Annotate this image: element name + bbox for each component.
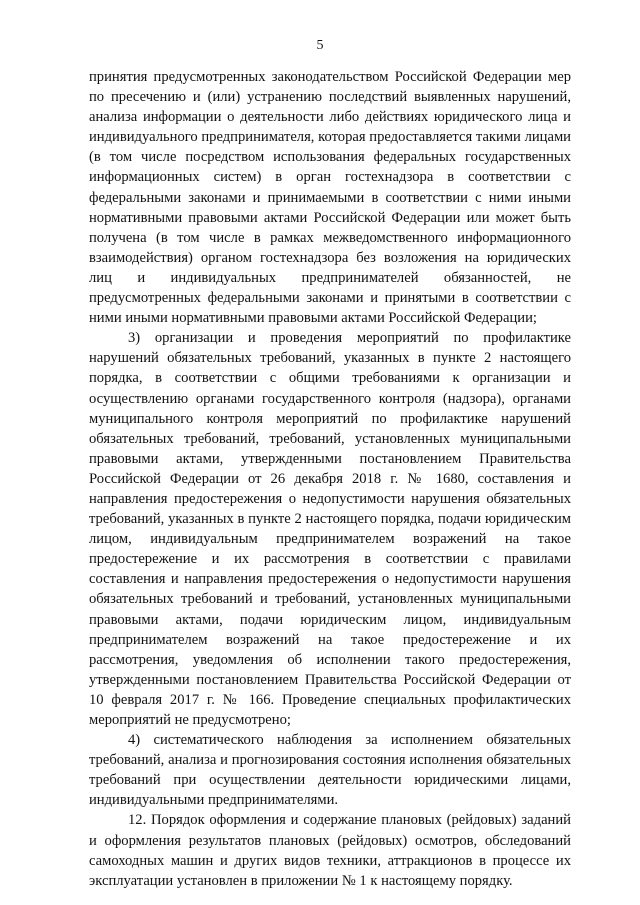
page-number: 5 — [316, 38, 324, 53]
paragraph-item-3: 3) организации и проведения мероприятий по профилактике нарушений обязательных требований, указанных в пункте 2 настоящего порядка, в соответствии с общими требованиями к организации и осуществлению органами государственного контроля (надзора), органами муниципального контроля мероприятий по профилактике нарушений обязательных требований, требований, установленных муниципальными правовыми актами, утвержденными постановлением Правительства Российской Федерации от 26 декабря 2018 г. № 1680, составления и направления предостережения о недопустимости нарушения обязательных требований, указанных в пункте 2 настоящего порядка, подачи юридическим лицом, индивидуальным предпринимателем возражений на такое предостережение и их рассмотрения в соответствии с правилами составления и направления предостережения о недопустимости нарушения обязательных требований и требований, установленных муниципальными правовыми актами, подачи юридическим лицом, индивидуальным предпринимателем возражений на такое предостережение и их рассмотрения, уведомления об исполнении такого предостережения, утвержденными постановлением Правительства Российской Федерации от 10 февраля 2017 г. № 166. Проведение специальных профилактических мероприятий не предусмотрено; — [89, 330, 571, 728]
document-body — [89, 67, 571, 891]
paragraph-section-12: 12. Порядок оформления и содержание плановых (рейдовых) заданий и оформления результатов плановых (рейдовых) осмотров, обследований самоходных машин и других видов техники, аттракционов в процессе их эксплуатации установлен в приложении № 1 к настоящему порядку. — [89, 812, 571, 889]
paragraph-continuation: принятия предусмотренных законодательством Российской Федерации мер по пресечению и (или) устранению последствий выявленных нарушений, анализа информации о деятельности либо действиях юридического лица и индивидуального предпринимателя, которая предоставляется такими лицами (в том числе посредством использования федеральных государственных информационных систем) в орган гостехнадзора в соответствии с федеральными законами и принимаемыми в соответствии с ними иными нормативными правовыми актами Российской Федерации или может быть получена (в том числе в рамках межведомственного информационного взаимодействия) органом гостехнадзора без возложения на юридических лиц и индивидуальных предпринимателей обязанностей, не предусмотренных федеральными законами и принятыми в соответствии с ними иными нормативными правовыми актами Российской Федерации; — [89, 69, 571, 327]
paragraph-item-4: 4) систематического наблюдения за исполнением обязательных требований, анализа и прогнозирования состояния исполнения обязательных требований при осуществлении деятельности юридическими лицами, индивидуальными предпринимателями. — [89, 732, 571, 809]
